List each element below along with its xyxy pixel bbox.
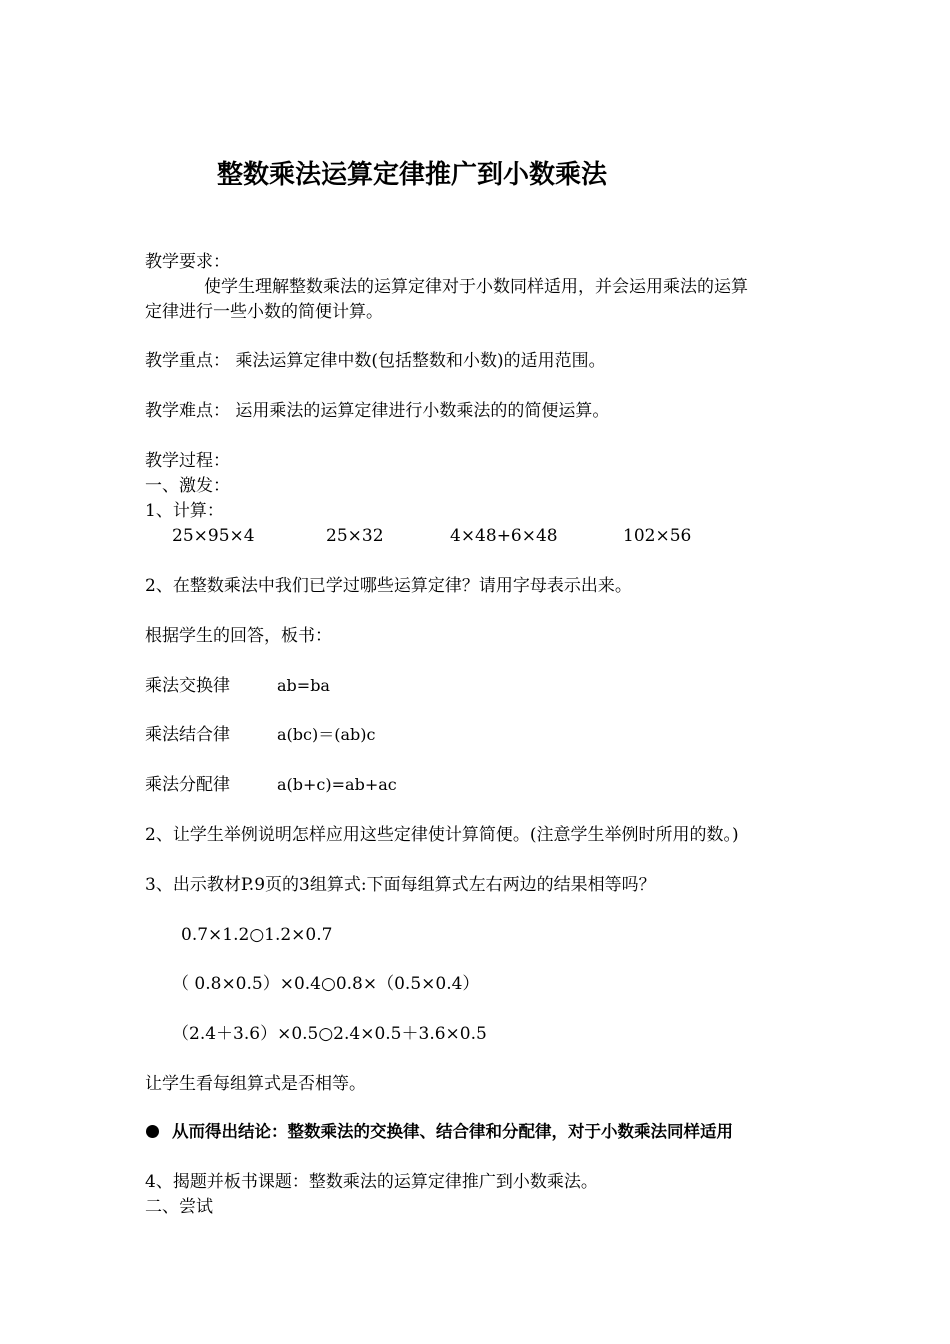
calc-expression: 4×48+6×48 — [450, 526, 558, 546]
equation-2: （ 0.8×0.5）×0.4○0.8×（0.5×0.4） — [172, 974, 480, 994]
key-point: 教学重点： 乘法运算定律中数(包括整数和小数)的适用范围。 — [145, 351, 606, 371]
law-formula: a(bc)＝(ab)c — [277, 725, 376, 744]
observe-text: 让学生看每组算式是否相等。 — [145, 1074, 366, 1094]
law-formula: a(b+c)=ab+ac — [277, 775, 397, 794]
section-2-heading: 二、尝试 — [145, 1197, 213, 1217]
requirements-label: 教学要求： — [145, 252, 230, 272]
process-label: 教学过程： — [145, 451, 230, 471]
requirements-line-1: 使学生理解整数乘法的运算定律对于小数同样适用，并会运用乘法的运算 — [204, 277, 748, 297]
difficulty: 教学难点： 运用乘法的运算定律进行小数乘法的的简便运算。 — [145, 401, 610, 421]
law-name: 乘法交换律 — [145, 676, 230, 696]
calc-expression: 25×32 — [326, 526, 384, 546]
law-name: 乘法分配律 — [145, 775, 230, 795]
section-1-heading: 一、激发： — [145, 476, 230, 496]
equation-3: （2.4＋3.6）×0.5○2.4×0.5＋3.6×0.5 — [172, 1024, 487, 1044]
item-2-question: 2、在整数乘法中我们已学过哪些运算定律？请用字母表示出来。 — [145, 576, 632, 596]
item-3-text: 3、出示教材P.9页的3组算式:下面每组算式左右两边的结果相等吗？ — [145, 875, 656, 895]
conclusion-text: 从而得出结论：整数乘法的交换律、结合律和分配律，对于小数乘法同样适用 — [172, 1122, 733, 1141]
calc-expression: 25×95×4 — [172, 526, 255, 546]
calc-expression: 102×56 — [623, 526, 692, 546]
board-intro: 根据学生的回答，板书： — [145, 626, 332, 646]
item-2b-text: 2、让学生举例说明怎样应用这些定律使计算简便。(注意学生举例时所用的数。) — [145, 825, 739, 845]
equation-1: 0.7×1.2○1.2×0.7 — [181, 925, 333, 945]
law-formula: ab=ba — [277, 676, 330, 695]
law-name: 乘法结合律 — [145, 725, 230, 745]
item-4-text: 4、揭题并板书课题：整数乘法的运算定律推广到小数乘法。 — [145, 1172, 598, 1192]
requirements-line-2: 定律进行一些小数的简便计算。 — [145, 302, 383, 322]
document-title: 整数乘法运算定律推广到小数乘法 — [217, 160, 608, 190]
item-1-label: 1、计算： — [145, 501, 224, 521]
bullet-icon — [146, 1125, 159, 1138]
